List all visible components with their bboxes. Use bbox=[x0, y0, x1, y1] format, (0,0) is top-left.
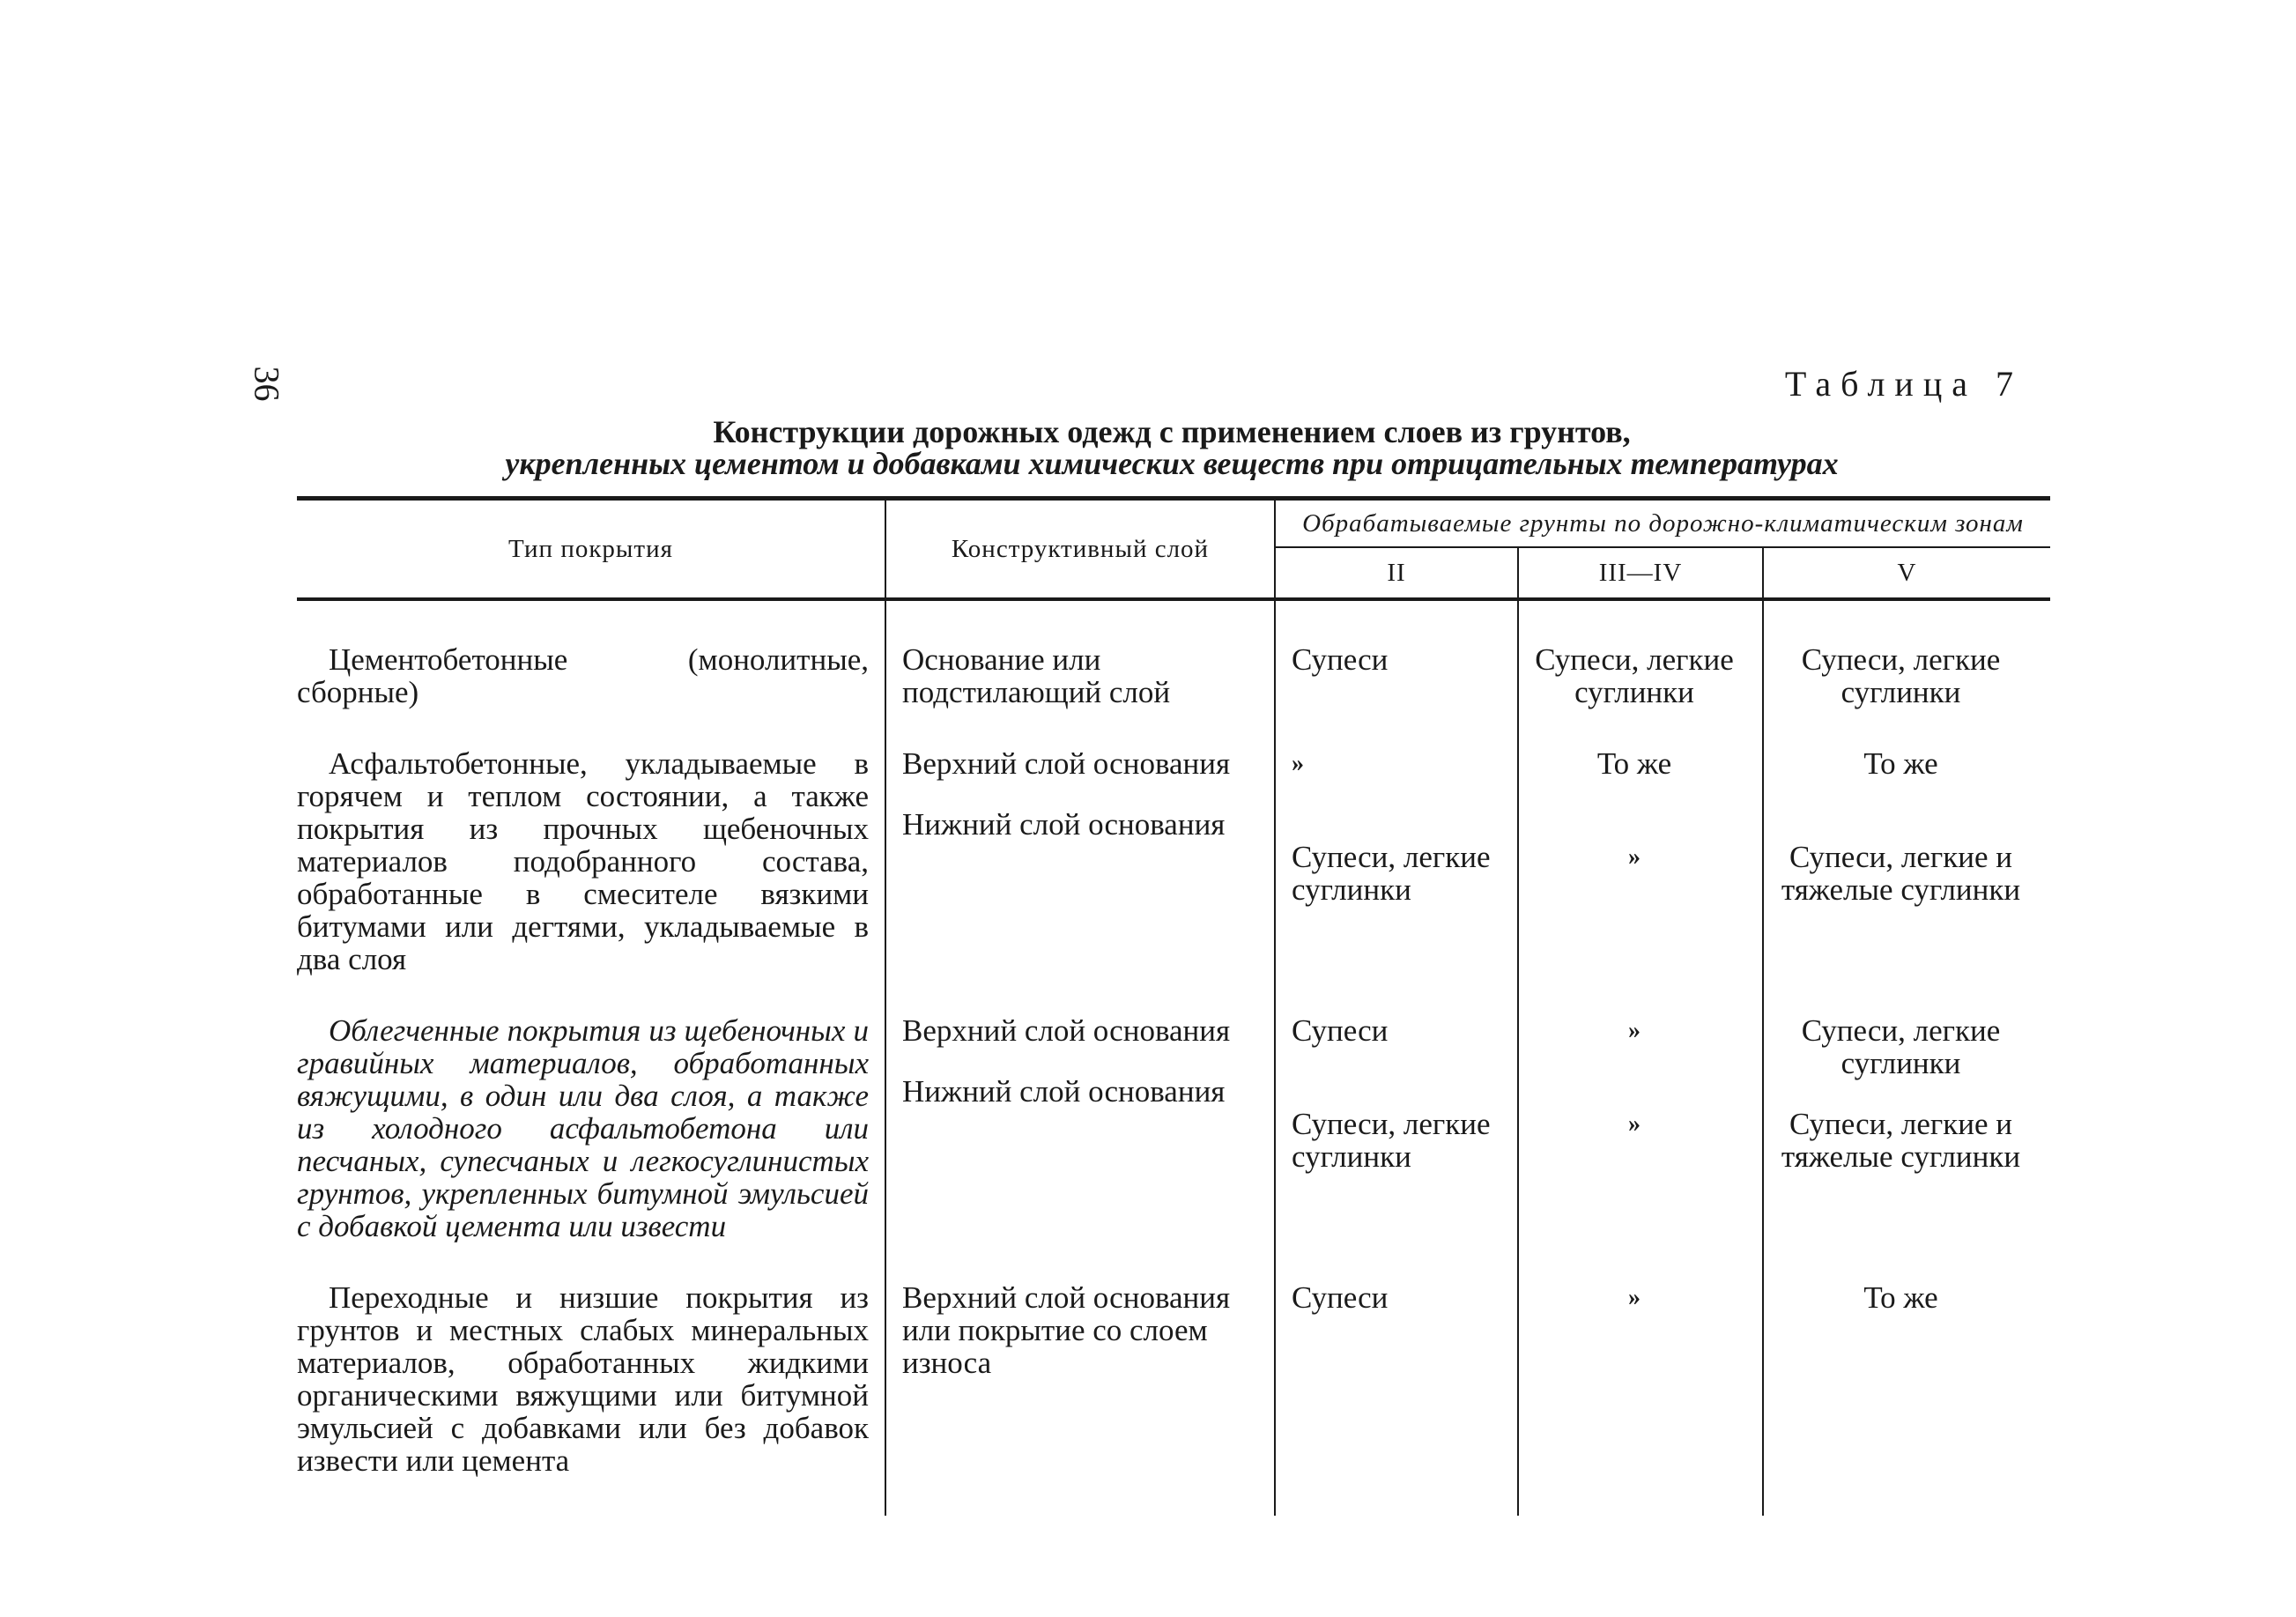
table-row bbox=[297, 1281, 2050, 1516]
zone-iii-iv-cell: » bbox=[1518, 1281, 1763, 1516]
coating-type-cell: Облегченные покрытия из щебеночных и гравийных материалов, обработанных вяжущими, в один или два слоя, а также из холодного асфальтобетона или песчаных, супесчаных и легкосуглинистых грунтов, укрепленных битумной эмульсией с добавкой цемента или извести bbox=[297, 1013, 869, 1243]
table-title-line-2: укрепленных цементом и добавками химических веществ при отрицательных температурах bbox=[505, 446, 1839, 481]
header-coating-type: Тип покрытия bbox=[297, 499, 885, 600]
zone-iii-iv-cell: То же » bbox=[1518, 747, 1763, 1014]
coating-type-cell: Цементобетонные (монолитные, сборные) bbox=[297, 642, 869, 709]
header-zone-ii: II bbox=[1275, 547, 1518, 599]
zone-v-cell: Супеси, легкие суглинки Супеси, легкие и тяжелые суглинки bbox=[1763, 1014, 2050, 1281]
zone-v-cell: То же bbox=[1763, 1281, 2050, 1516]
zone-ii-cell: » Супеси, легкие суглинки bbox=[1275, 747, 1518, 1014]
header-zone-v: V bbox=[1763, 547, 2050, 599]
zone-v-cell: То же Супеси, легкие и тяжелые суглинки bbox=[1763, 747, 2050, 1014]
table-row bbox=[297, 1014, 2050, 1281]
layer-cell: Верхний слой основания или покрытие со слоем износа bbox=[885, 1281, 1275, 1516]
table-title-line-1: Конструкции дорожных одежд с применением слоев из грунтов, bbox=[713, 414, 1631, 449]
zone-iii-iv-cell: » » bbox=[1518, 1014, 1763, 1281]
table-row bbox=[297, 747, 2050, 1014]
page-number: 36 bbox=[247, 366, 287, 402]
zone-iii-iv-cell: Супеси, легкие суглинки bbox=[1518, 643, 1763, 747]
zone-v-cell: Супеси, легкие суглинки bbox=[1763, 643, 2050, 747]
coating-type-cell: Асфальтобетонные, укладываемые в горячем и теплом состоянии, а также покрытия из прочных щебеночных материалов подобранного состава, обработанные в смесителе вязкими битумами или дегтями, укладываемые в два слоя bbox=[297, 746, 869, 976]
table-label: Таблица 7 bbox=[1784, 364, 2023, 404]
coating-type-cell: Переходные и низшие покрытия из грунтов и местных слабых минеральных материалов, обработанных жидкими органическими вяжущими или битумной эмульсией с добавками или без добавок извести или цемента bbox=[297, 1280, 869, 1478]
layer-cell: Верхний слой основания Нижний слой основания bbox=[885, 747, 1275, 1014]
table-row bbox=[297, 643, 2050, 747]
header-soils-by-zone: Обрабатываемые грунты по дорожно-климатическим зонам bbox=[1275, 499, 2050, 548]
layer-cell: Верхний слой основания Нижний слой основания bbox=[885, 1014, 1275, 1281]
header-structural-layer: Конструктивный слой bbox=[885, 499, 1275, 600]
construction-table bbox=[297, 496, 2050, 1516]
zone-ii-cell: Супеси Супеси, легкие суглинки bbox=[1275, 1014, 1518, 1281]
zone-ii-cell: Супеси bbox=[1275, 1281, 1518, 1516]
layer-cell: Основание или подстилающий слой bbox=[885, 643, 1275, 747]
zone-ii-cell: Супеси bbox=[1275, 643, 1518, 747]
header-zone-iii-iv: III—IV bbox=[1518, 547, 1763, 599]
